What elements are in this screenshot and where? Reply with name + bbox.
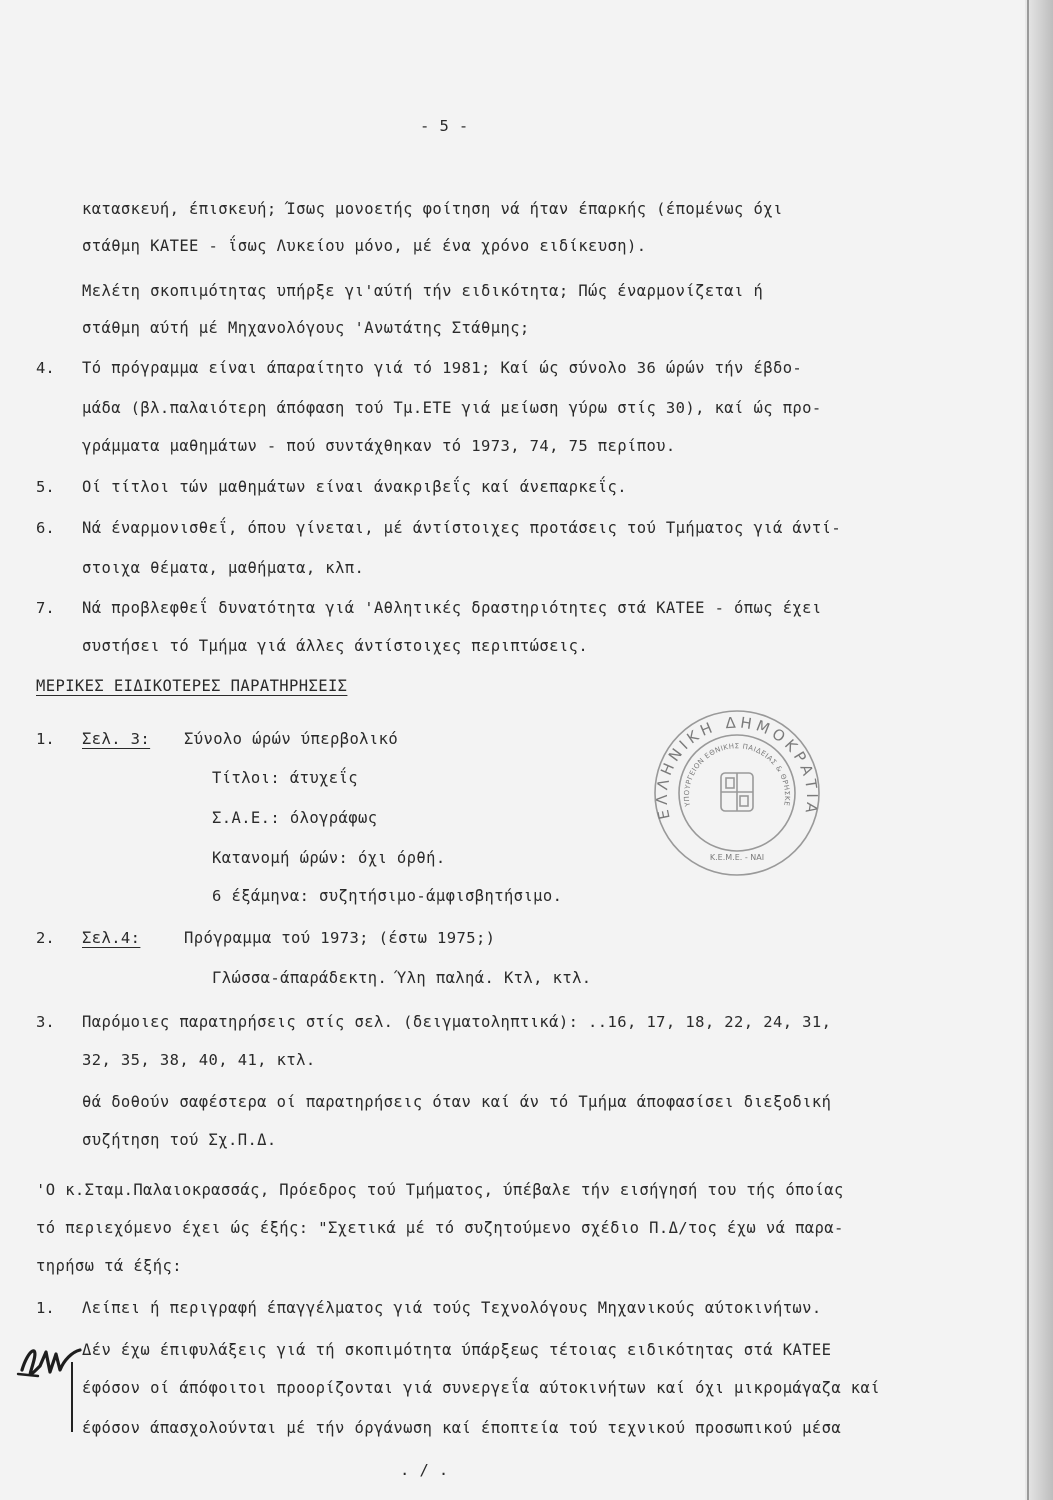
stamp-bottom-text: Κ.Ε.Μ.Ε. - ΝΑΙ (709, 853, 765, 862)
stamp-outer-text: ΕΛΛΗΝΙΚΗ ΔΗΜΟΚΡΑΤΙΑ (652, 713, 822, 822)
item-number: 7. (36, 599, 55, 617)
text-line: Οί τίτλοι τών μαθημάτων είναι άνακριβεΐς καί άνεπαρκεΐς. (82, 478, 627, 496)
text-line: Σύνολο ώρών ύπερβολικό (184, 730, 399, 748)
item-number: 3. (36, 1013, 55, 1031)
page-number: - 5 - (420, 117, 469, 135)
text-line: Λείπει ή περιγραφή έπαγγέλματος γιά τούς Τεχνολόγους Μηχανικούς αύτοκινήτων. (82, 1299, 822, 1317)
text-line: 6 έξάμηνα: συζητήσιμο-άμφισβητήσιμο. (212, 887, 563, 905)
text-line: 32, 35, 38, 40, 41, κτλ. (82, 1051, 316, 1069)
text-line: Τίτλοι: άτυχεΐς (212, 769, 358, 787)
text-line: τηρήσω τά έξής: (36, 1257, 182, 1275)
handwritten-signature (16, 1330, 86, 1390)
item-number: 6. (36, 519, 55, 537)
text-line: Παρόμοιες παρατηρήσεις στίς σελ. (δειγματοληπτικά): ..16, 17, 18, 22, 24, 31, (82, 1013, 832, 1031)
official-stamp (652, 688, 822, 898)
section-heading: ΜΕΡΙΚΕΣ ΕΙΔΙΚΟΤΕΡΕΣ ΠΑΡΑΤΗΡΗΣΕΙΣ (36, 677, 348, 695)
page-edge (1025, 0, 1053, 1500)
item-number: 2. (36, 929, 55, 947)
item-number: 1. (36, 1299, 55, 1317)
text-line: έφόσον οί άπόφοιτοι προορίζονται γιά συνεργεΐα αύτοκινήτων καί όχι μικρομάγαζα καί (82, 1379, 881, 1397)
text-line: τό περιεχόμενο έχει ώς έξής: "Σχετικά μέ τό συζητούμενο σχέδιο Π.Δ/τος έχω νά παρα- (36, 1219, 844, 1237)
stamp-inner-text: ΥΠΟΥΡΓΕΙΟΝ ΕΘΝΙΚΗΣ ΠΑΙΔΕΙΑΣ & ΘΡΗΣΚΕ (682, 742, 792, 808)
item-number: 1. (36, 730, 55, 748)
text-line: συζήτηση τού Σχ.Π.Δ. (82, 1131, 277, 1149)
text-line: στάθμη αύτή μέ Μηχανολόγους 'Ανωτάτης Στάθμης; (82, 319, 530, 337)
text-line: θά δοθούν σαφέστερα οί παρατηρήσεις όταν καί άν τό Τμήμα άποφασίσει διεξοδική (82, 1093, 832, 1111)
margin-bracket (70, 1362, 74, 1432)
text-line: γράμματα μαθημάτων - πού συντάχθηκαν τό 1973, 74, 75 περίπου. (82, 437, 676, 455)
text-line: στοιχα θέματα, μαθήματα, κλπ. (82, 559, 365, 577)
text-line: Κατανομή ώρών: όχι όρθή. (212, 849, 446, 867)
text-line: κατασκευή, έπισκευή; Ίσως μονοετής φοίτηση νά ήταν έπαρκής (έπομένως όχι (82, 200, 783, 218)
text-line: Νά προβλεφθεΐ δυνατότητα γιά 'Αθλητικές δραστηριότητες στά ΚΑΤΕΕ - όπως έχει (82, 599, 822, 617)
continuation-mark: . / . (400, 1461, 449, 1479)
text-line: μάδα (βλ.παλαιότερη άπόφαση τού Τμ.ΕΤΕ γιά μείωση γύρω στίς 30), καί ώς προ- (82, 399, 822, 417)
text-line: Σ.Α.Ε.: όλογράφως (212, 809, 378, 827)
text-line: Τό πρόγραμμα είναι άπαραίτητο γιά τό 1981; Καί ώς σύνολο 36 ώρών τήν έβδο- (82, 359, 803, 377)
page-edge-line (1027, 0, 1029, 1500)
item-number: 5. (36, 478, 55, 496)
page-ref: Σελ.4: (82, 929, 141, 947)
page-ref: Σελ. 3: (82, 730, 151, 748)
text-line: Δέν έχω έπιφυλάξεις γιά τή σκοπιμότητα ύπάρξεως τέτοιας ειδικότητας στά ΚΑΤΕΕ (82, 1341, 832, 1359)
text-line: 'Ο κ.Σταμ.Παλαιοκρασσάς, Πρόεδρος τού Τμήματος, ύπέβαλε τήν εισήγησή του τής όποίας (36, 1181, 844, 1199)
text-line: συστήσει τό Τμήμα γιά άλλες άντίστοιχες περιπτώσεις. (82, 637, 589, 655)
text-line: Πρόγραμμα τού 1973; (έστω 1975;) (184, 929, 496, 947)
text-line: Νά έναρμονισθεΐ, όπου γίνεται, μέ άντίστοιχες προτάσεις τού Τμήματος γιά άντί- (82, 519, 842, 537)
text-line: έφόσον άπασχολούνται μέ τήν όργάνωση καί έποπτεία τού τεχνικού προσωπικού μέσα (82, 1419, 842, 1437)
item-number: 4. (36, 359, 55, 377)
text-line: Γλώσσα-άπαράδεκτη. Ύλη παληά. Κτλ, κτλ. (212, 969, 592, 987)
text-line: Μελέτη σκοπιμότητας υπήρξε γι'αύτή τήν ειδικότητα; Πώς έναρμονίζεται ή (82, 282, 764, 300)
text-line: στάθμη ΚΑΤΕΕ - ΐσως Λυκείου μόνο, μέ ένα χρόνο ειδίκευση). (82, 237, 647, 255)
